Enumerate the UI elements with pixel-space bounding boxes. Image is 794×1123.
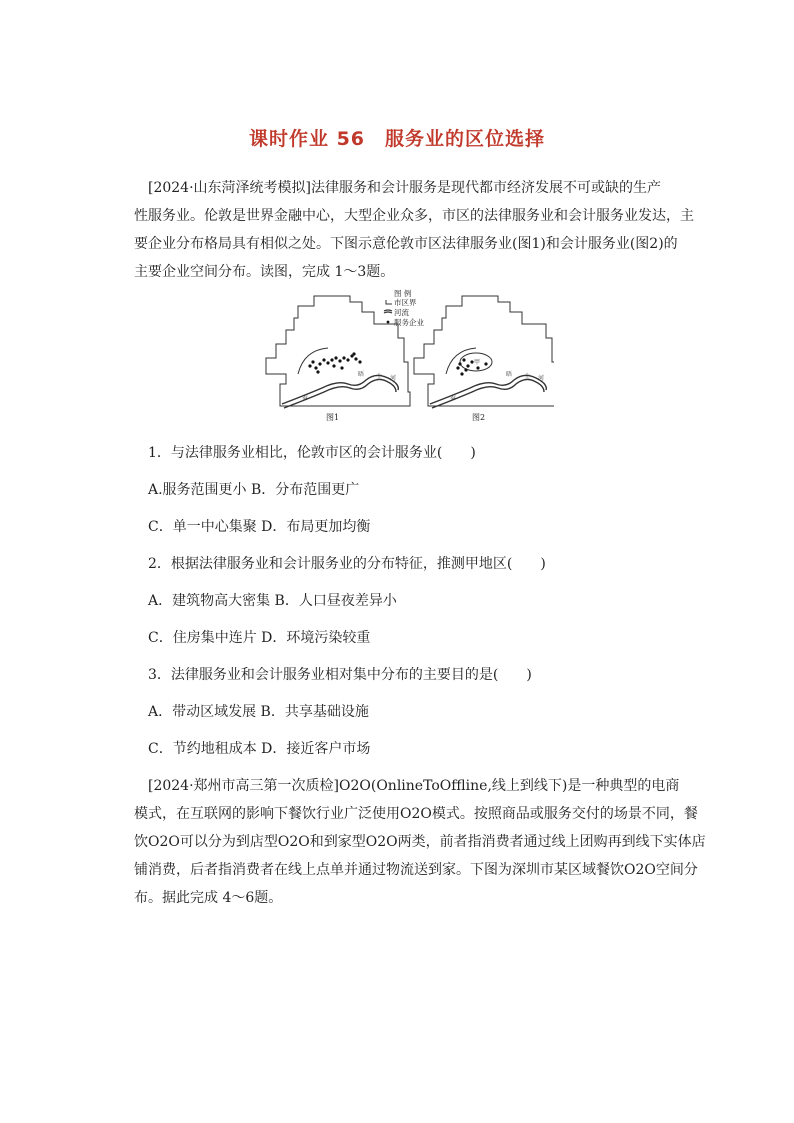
map2-river-char: 泰 [450, 395, 457, 402]
map-svg [258, 288, 554, 428]
map1-river-char: 河 [390, 375, 397, 382]
question-1-stem: 1．与法律服务业相比，伦敦市区的会计服务业( ) [148, 445, 476, 461]
intro1-line: 性服务业。伦敦是世界金融中心，大型企业众多，市区的法律服务业和会计服务业发达，主 [134, 208, 694, 224]
question-1-options-row-1: A.服务范围更小 B．分布范围更广 [148, 482, 360, 498]
intro1-line: 要企业分布格局具有相似之处。下图示意伦敦市区法律服务业(图1)和会计服务业(图2)的 [134, 236, 678, 252]
london-service-map-figure [258, 288, 554, 428]
legend-item-enterprise: 服务企业 [394, 318, 424, 327]
map1-river-char: 晤 [358, 371, 365, 378]
map1-river-char: 士 [376, 373, 383, 380]
map2-river-char: 河 [538, 375, 545, 382]
legend [384, 288, 424, 327]
question-2-stem: 2．根据法律服务业和会计服务业的分布特征，推测甲地区( ) [148, 556, 546, 572]
intro2-line: 模式，在互联网的影响下餐饮行业广泛使用O2O模式。按照商品或服务交付的场景不同，餐 [134, 806, 698, 822]
map2-river-char: 士 [524, 373, 531, 380]
boundary-icon [386, 300, 392, 304]
question-2-options-row-1: A．建筑物高大密集 B．人口昼夜差异小 [148, 593, 397, 609]
question-3-options-row-2: C．节约地租成本 D．接近客户市场 [148, 741, 371, 757]
question-2-options-row-2: C．住房集中连片 D．环境污染较重 [148, 630, 371, 646]
intro1-line: [2024·山东菏泽统考模拟]法律服务和会计服务是现代都市经济发展不可或缺的生产 [148, 180, 662, 196]
river-icon [384, 310, 392, 311]
fig1-label: 图1 [326, 413, 340, 422]
enterprise-dot-icon [387, 321, 390, 324]
map-2 [414, 296, 554, 408]
question-1-options-row-2: C．单一中心集聚 D．布局更加均衡 [148, 519, 371, 535]
intro2-line: [2024·郑州市高三第一次质检]O2O(OnlineToOffline,线上到线下)是一种典型的电商 [148, 778, 680, 794]
legend-title: 图 例 [394, 289, 412, 298]
legend-item-boundary: 市区界 [394, 298, 417, 307]
map-1-enterprises [308, 352, 361, 373]
intro2-line: 饮O2O可以分为到店型O2O和到家型O2O两类，前者指消费者通过线上团购再到线下实体店 [134, 834, 706, 850]
intro1-line: 主要企业空间分布。读图，完成 1～3题。 [134, 264, 395, 280]
map-2-enterprises [456, 358, 487, 375]
map2-river-char: 晤 [506, 371, 513, 378]
page-title: 课时作业 56 服务业的区位选择 [248, 128, 546, 150]
map1-river-char: 泰 [302, 395, 309, 402]
intro2-line: 布。据此完成 4～6题。 [134, 890, 283, 906]
fig2-label: 图2 [472, 413, 486, 422]
question-3-stem: 3．法律服务业和会计服务业相对集中分布的主要目的是( ) [148, 667, 532, 683]
map-1 [266, 296, 410, 408]
mark-jia: 甲 [474, 359, 481, 366]
question-3-options-row-1: A．带动区域发展 B．共享基础设施 [148, 704, 369, 720]
intro2-line: 铺消费，后者指消费者在线上点单并通过物流送到家。下图为深圳市某区域餐饮O2O空间分 [134, 862, 698, 878]
legend-item-river: 河流 [394, 308, 409, 317]
